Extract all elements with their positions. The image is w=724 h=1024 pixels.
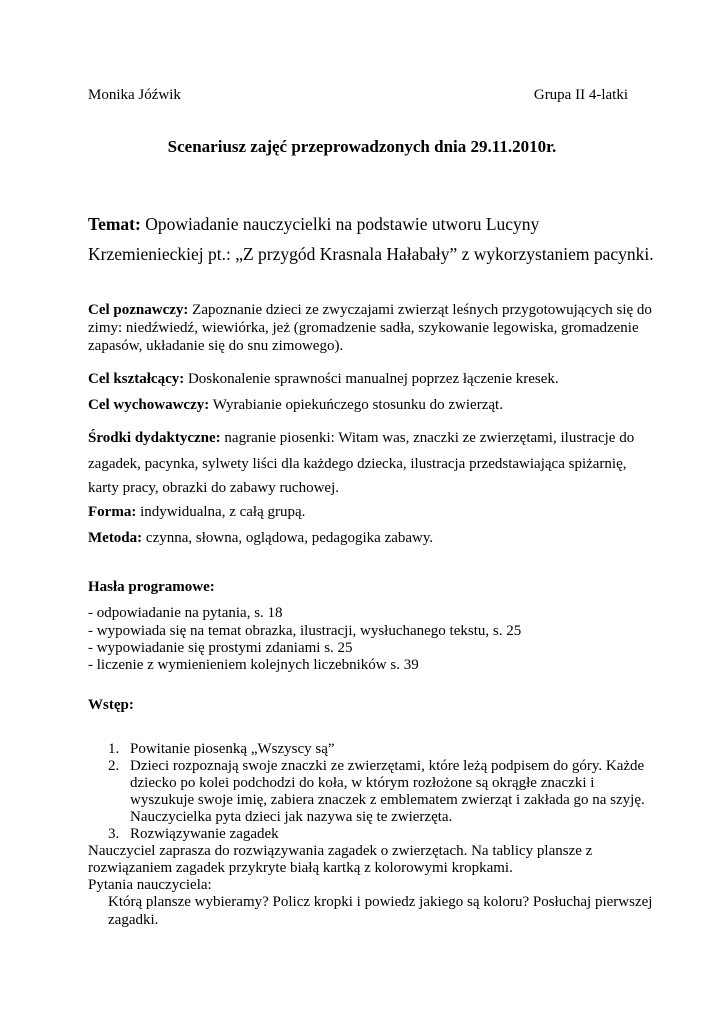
goal-educational-label: Cel kształcący: (88, 371, 185, 387)
intro-heading: Wstęp: (88, 697, 134, 713)
list-item: Rozwiązywanie zagadek (130, 826, 279, 842)
question-text: zagadki. (108, 912, 159, 928)
group-label: Grupa II 4-latki (533, 87, 628, 103)
goal-cognitive-text-1: Zapoznanie dzieci ze zwyczajami zwierząt leśnych przygotowujących się do (192, 302, 652, 318)
goal-cognitive-text-2: zimy: niedźwiedź, wiewiórka, jeż (gromadzenie sadła, szykowanie legowiska, gromadzenie (88, 320, 639, 336)
list-item-continued: dziecko po kolei podchodzi do koła, w którym rozłożone są okrągłe znaczki i (130, 775, 595, 791)
means-text-3: karty pracy, obrazki do zabawy ruchowej. (88, 480, 340, 496)
method-label: Metoda: (88, 530, 143, 546)
goal-upbringing (88, 397, 503, 414)
goal-cognitive-text-3: zapasów, układanie się do snu zimowego). (88, 338, 344, 354)
goal-upbringing-text: Wyrabianie opiekuńczego stosunku do zwierząt. (212, 397, 503, 413)
list-item-continued: Nauczycielka pyta dzieci jak nazywa się te zwierzęta. (130, 809, 453, 825)
list-item: Powitanie piosenką „Wszyscy są” (130, 741, 335, 757)
program-heading: Hasła programowe: (88, 579, 215, 595)
means (88, 430, 634, 447)
program-item: - odpowiadanie na pytania, s. 18 (88, 605, 283, 621)
goal-cognitive (88, 302, 652, 319)
list-item-number: 1. (108, 741, 120, 757)
goal-educational-text: Doskonalenie sprawności manualnej poprzez łączenie kresek. (187, 371, 559, 387)
intro-paragraph: Nauczyciel zaprasza do rozwiązywania zagadek o zwierzętach. Na tablicy plansze z (88, 843, 593, 859)
method (88, 530, 433, 547)
topic-text-1: Opowiadanie nauczycielki na podstawie utworu Lucyny (145, 214, 540, 234)
page-title: Scenariusz zajęć przeprowadzonych dnia 29.11.2010r. (167, 137, 557, 156)
form-text: indywidualna, z całą grupą. (140, 504, 306, 520)
form (88, 504, 305, 521)
author-name: Monika Jóźwik (88, 87, 181, 103)
method-text: czynna, słowna, oglądowa, pedagogika zabawy. (145, 530, 434, 546)
form-label: Forma: (88, 504, 137, 520)
goal-upbringing-label: Cel wychowawczy: (88, 397, 210, 413)
means-text-1: nagranie piosenki: Witam was, znaczki ze zwierzętami, ilustracje do (224, 430, 635, 446)
question-text: Którą plansze wybieramy? Policz kropki i powiedz jakiego są koloru? Posłuchaj pierwszej (108, 894, 653, 910)
list-item-number: 2. (108, 758, 120, 774)
questions-label: Pytania nauczyciela: (88, 877, 212, 893)
topic-text-2: Krzemienieckiej pt.: „Z przygód Krasnala Hałabały” z wykorzystaniem pacynki. (88, 244, 654, 264)
program-item: - wypowiadanie się prostymi zdaniami s. 25 (88, 640, 353, 656)
means-text-2: zagadek, pacynka, sylwety liści dla każdego dziecka, ilustracja przedstawiająca spiżarnię, (88, 456, 627, 472)
goal-cognitive-label: Cel poznawczy: (88, 302, 189, 318)
list-item: Dzieci rozpoznają swoje znaczki ze zwierzętami, które leżą podpisem do góry. Każde (130, 758, 645, 774)
program-item: - wypowiada się na temat obrazka, ilustracji, wysłuchanego tekstu, s. 25 (88, 623, 522, 639)
goal-educational (88, 371, 559, 388)
program-item: - liczenie z wymienieniem kolejnych liczebników s. 39 (88, 657, 419, 673)
means-label: Środki dydaktyczne: (88, 430, 221, 446)
topic-label: Temat: (88, 214, 141, 234)
list-item-continued: wyszukuje swoje imię, zabiera znaczek z emblematem zwierząt i zakłada go na szyję. (130, 792, 645, 808)
list-item-number: 3. (108, 826, 120, 842)
topic-line-1 (88, 214, 539, 235)
intro-paragraph: rozwiązaniem zagadek przykryte białą kartką z kolorowymi kropkami. (88, 860, 513, 876)
